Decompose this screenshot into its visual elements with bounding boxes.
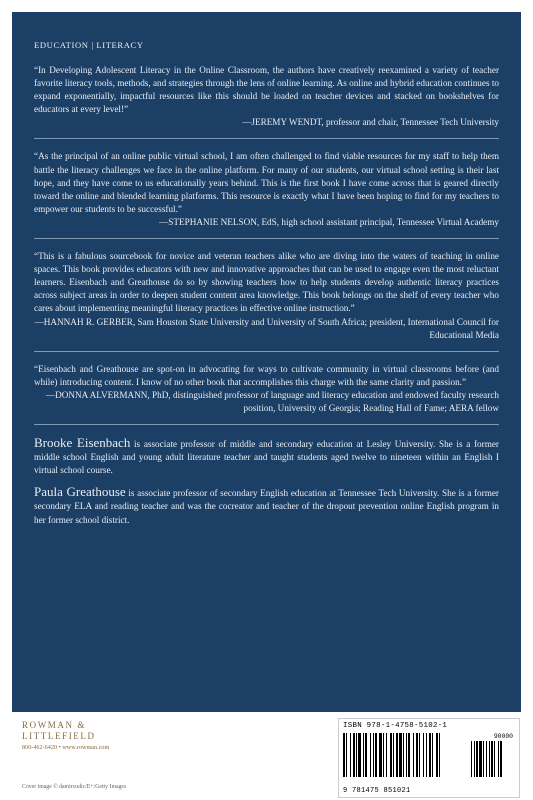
quote-attribution: —STEPHANIE NELSON, EdS, high school assistant principal, Tennessee Virtual Academy	[159, 216, 499, 227]
divider	[34, 238, 499, 239]
publisher-logo	[22, 720, 96, 741]
quote-attribution: —HANNAH R. GERBER, Sam Houston State University and University of South Africa; president, International Council for Educational Media	[34, 316, 499, 340]
publisher-contact: 800-462-6420 • www.rowman.com	[22, 744, 110, 751]
quote-block-1	[34, 64, 499, 129]
publisher-name-line2: LITTLEFIELD	[22, 730, 96, 741]
quote-attribution: —DONNA ALVERMANN, PhD, distinguished professor of language and literacy education and endowed faculty research position, University of Georgia; Reading Hall of Fame; AERA fellow	[45, 389, 499, 413]
barcode-bars-icon	[343, 733, 515, 777]
author-name: Brooke Eisenbach	[34, 435, 131, 451]
author-bio-text: is associate professor of middle and secondary education at Lesley University. She is a former middle school English and young adult literature teacher and taught students aged twelve to nineteen within an English I virtual school course.	[34, 439, 499, 476]
quote-attribution: —JEREMY WENDT, professor and chair, Tennessee Tech University	[242, 117, 499, 128]
back-cover-footer	[12, 712, 521, 800]
quote-text: “Eisenbach and Greathouse are spot-on in advocating for ways to cultivate community in virtual classrooms before (and while) introducing content. I know of no other book that accomplishes this charge with the same clarity and passion.”	[34, 363, 499, 387]
author-bio-2	[34, 485, 499, 526]
category-label: EDUCATION | LITERACY	[34, 40, 144, 50]
divider	[34, 138, 499, 139]
author-bio-text: is associate professor of secondary English education at Tennessee Tech University. She is a former secondary ELA and reading teacher and was the cocreator and teacher of the dropout prevention online English program in her former school district.	[34, 488, 499, 525]
barcode-digits: 9 781475 851021	[343, 787, 411, 795]
divider	[34, 351, 499, 352]
author-bio-1	[34, 436, 499, 477]
quote-text: “This is a fabulous sourcebook for novice and veteran teachers alike who are diving into the waters of teaching in online spaces. This book provides educators with new and innovative approaches that can be used to engage even the most reluctant learners. Eisenbach and Greathouse do so by showing teachers how to help students develop authentic literacy practices across subject areas in order to deepen student content area knowledge. This book belongs on the shelf of every teacher who cares about implementing meaningful literacy practices in effective online instruction.”	[34, 251, 499, 314]
quote-text: “In Developing Adolescent Literacy in the Online Classroom, the authors have creatively reexamined a variety of teacher favorite literacy tools, methods, and strategies through the lens of online learning. As online and hybrid education continues to expand exponentially, impactful resources like this should be loaded on teacher devices and stacked on bookshelves for educators at every level!”	[34, 65, 499, 115]
quote-block-3	[34, 250, 499, 342]
divider	[34, 424, 499, 425]
back-cover-panel	[12, 12, 521, 712]
quote-text: “As the principal of an online public virtual school, I am often challenged to find viable resources for my staff to help them battle the literacy challenges we face in the online platform. For many of our students, our virtual school setting is their last hope, and they have come to us educationally years behind. This is the first book I have come across that is geared directly toward the online and blended learning platforms. This resource is exactly what I have been hoping to find for my teachers to empower our students to be successful.”	[34, 151, 499, 214]
author-name: Paula Greathouse	[34, 484, 126, 500]
price-code: 90000	[493, 733, 513, 740]
quote-block-4	[34, 363, 499, 415]
cover-image-credit: Cover image © damircudic/E+/Getty Images	[22, 784, 127, 790]
publisher-name-line1: ROWMAN &	[22, 720, 87, 730]
quote-block-2	[34, 150, 499, 229]
isbn-barcode	[338, 718, 520, 798]
isbn-text: ISBN 978-1-4758-5102-1	[343, 722, 448, 730]
